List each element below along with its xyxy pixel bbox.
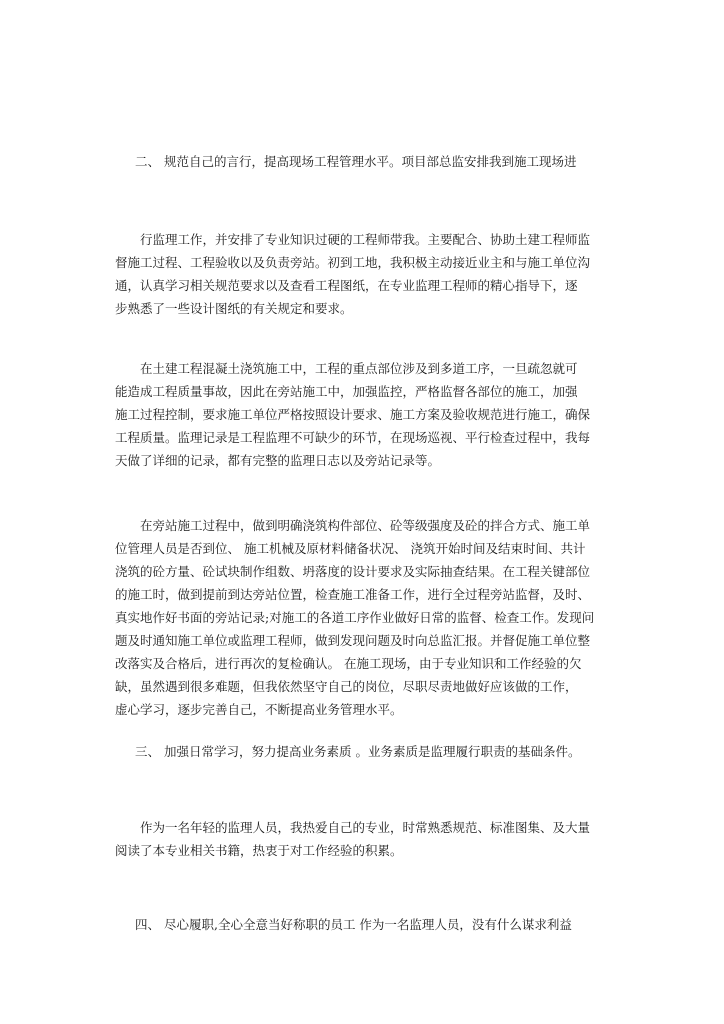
text-line: 真实地作好书面的旁站记录;对施工的各道工序作业做好日常的监督、检查工作。发现问 [115,610,595,625]
text-line: 天做了详细的记录，都有完整的监理日志以及旁站记录等。 [115,453,441,468]
text-line: 能造成工程质量事故，因此在旁站施工中，加强监控，严格监督各部位的施工，加强 [115,384,578,399]
text-line: 步熟悉了一些设计图纸的有关规定和要求。 [115,301,353,316]
text-line: 阅读了本专业相关书籍，热衷于对工作经验的积累。 [115,843,403,858]
text-line: 行监理工作，并安排了专业知识过硬的工程师带我。主要配合、协助土建工程师监 [140,232,591,247]
paragraph-duty-assignment [115,228,627,320]
text-line: 在土建工程混凝土浇筑施工中，工程的重点部位涉及到多道工序，一旦疏忽就可 [140,361,578,376]
paragraph-concrete-pouring [115,357,627,472]
text-line: 通，认真学习相关规范要求以及查看工程图纸，在专业监理工程师的精心指导下，逐 [115,278,578,293]
text-line: 在旁站施工过程中，做到明确浇筑构件部位、砼等级强度及砼的拌合方式、施工单 [140,518,591,533]
text-line: 的施工时，做到提前到达旁站位置，检查施工准备工作，进行全过程旁站监督，及时、 [115,587,591,602]
paragraph-professional-study [115,816,627,862]
text-line: 改落实及合格后，进行再次的复检确认。 在施工现场，由于专业知识和工作经验的欠 [115,656,582,671]
text-line: 缺，虽然遇到很多难题，但我依然坚守自己的岗位，尽职尽责地做好应该做的工作， [115,679,578,694]
text-line: 浇筑的砼方量、砼试块制作组数、坍落度的设计要求及实际抽查结果。在工程关键部位 [115,564,591,579]
text-line: 督施工过程、工程验收以及负责旁站。初到工地，我积极主动接近业主和与施工单位沟 [115,255,591,270]
text-line: 施工过程控制，要求施工单位严格按照设计要求、施工方案及验收规范进行施工，确保 [115,407,591,422]
text-line: 位管理人员是否到位、 施工机械及原材料储备状况、 浇筑开始时间及结束时间、共计 [115,541,586,556]
text-line: 作为一名年轻的监理人员，我热爱自己的专业，时常熟悉规范、标准图集、及大量 [140,820,591,835]
section-three-heading: 三、 加强日常学习，努力提高业务素质 。业务素质是监理履行职责的基础条件。 [135,744,581,759]
paragraph-side-station-supervision [115,514,627,721]
section-two-heading: 二、 规范自己的言行，提高现场工程管理水平。项目部总监安排我到施工现场进 [135,154,577,169]
text-line: 虚心学习，逐步完善自己，不断提高业务管理水平。 [115,702,403,717]
text-line: 题及时通知施工单位或监理工程师，做到发现问题及时向总监汇报。并督促施工单位整 [115,633,591,648]
text-line: 工程质量。监理记录是工程监理不可缺少的环节，在现场巡视、平行检查过程中，我每 [115,430,591,445]
section-four-heading: 四、 尽心履职,全心全意当好称职的员工 作为一名监理人员，没有什么谋求利益 [135,917,572,932]
